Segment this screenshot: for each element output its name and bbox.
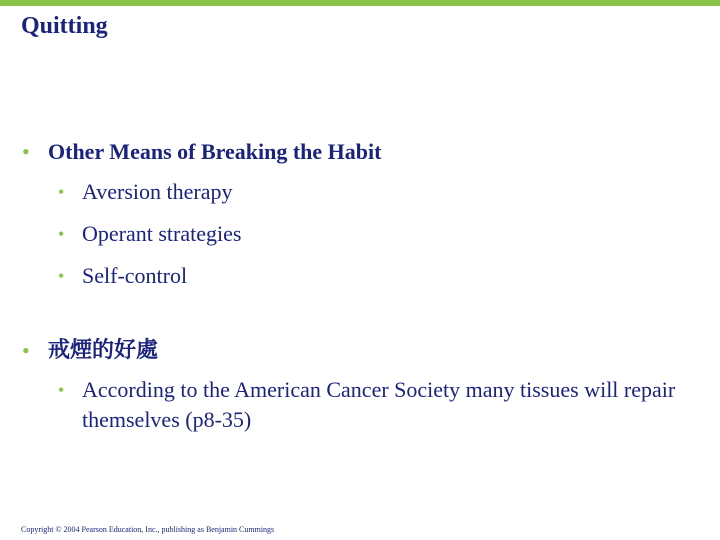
bullet-icon: • [58,182,65,202]
section2-item: According to the American Cancer Society many tissues will repair themselves (p8-35) [82,377,676,432]
section2-heading: 戒煙的好處 [48,337,159,362]
copyright-footer: Copyright © 2004 Pearson Education, Inc., publishing as Benjamin Cummings [21,525,275,534]
bullet-icon: • [22,139,30,164]
bullet-icon: • [58,266,65,286]
bullet-icon: • [58,380,65,400]
bullet-icon: • [58,224,65,244]
section1-item: Self-control [82,263,188,288]
section1-item: Operant strategies [82,221,242,246]
section1-heading: Other Means of Breaking the Habit [48,139,382,164]
top-accent-bar [0,0,720,6]
section1-item: Aversion therapy [82,179,233,204]
slide-title: Quitting [21,13,108,39]
bullet-icon: • [22,338,30,363]
